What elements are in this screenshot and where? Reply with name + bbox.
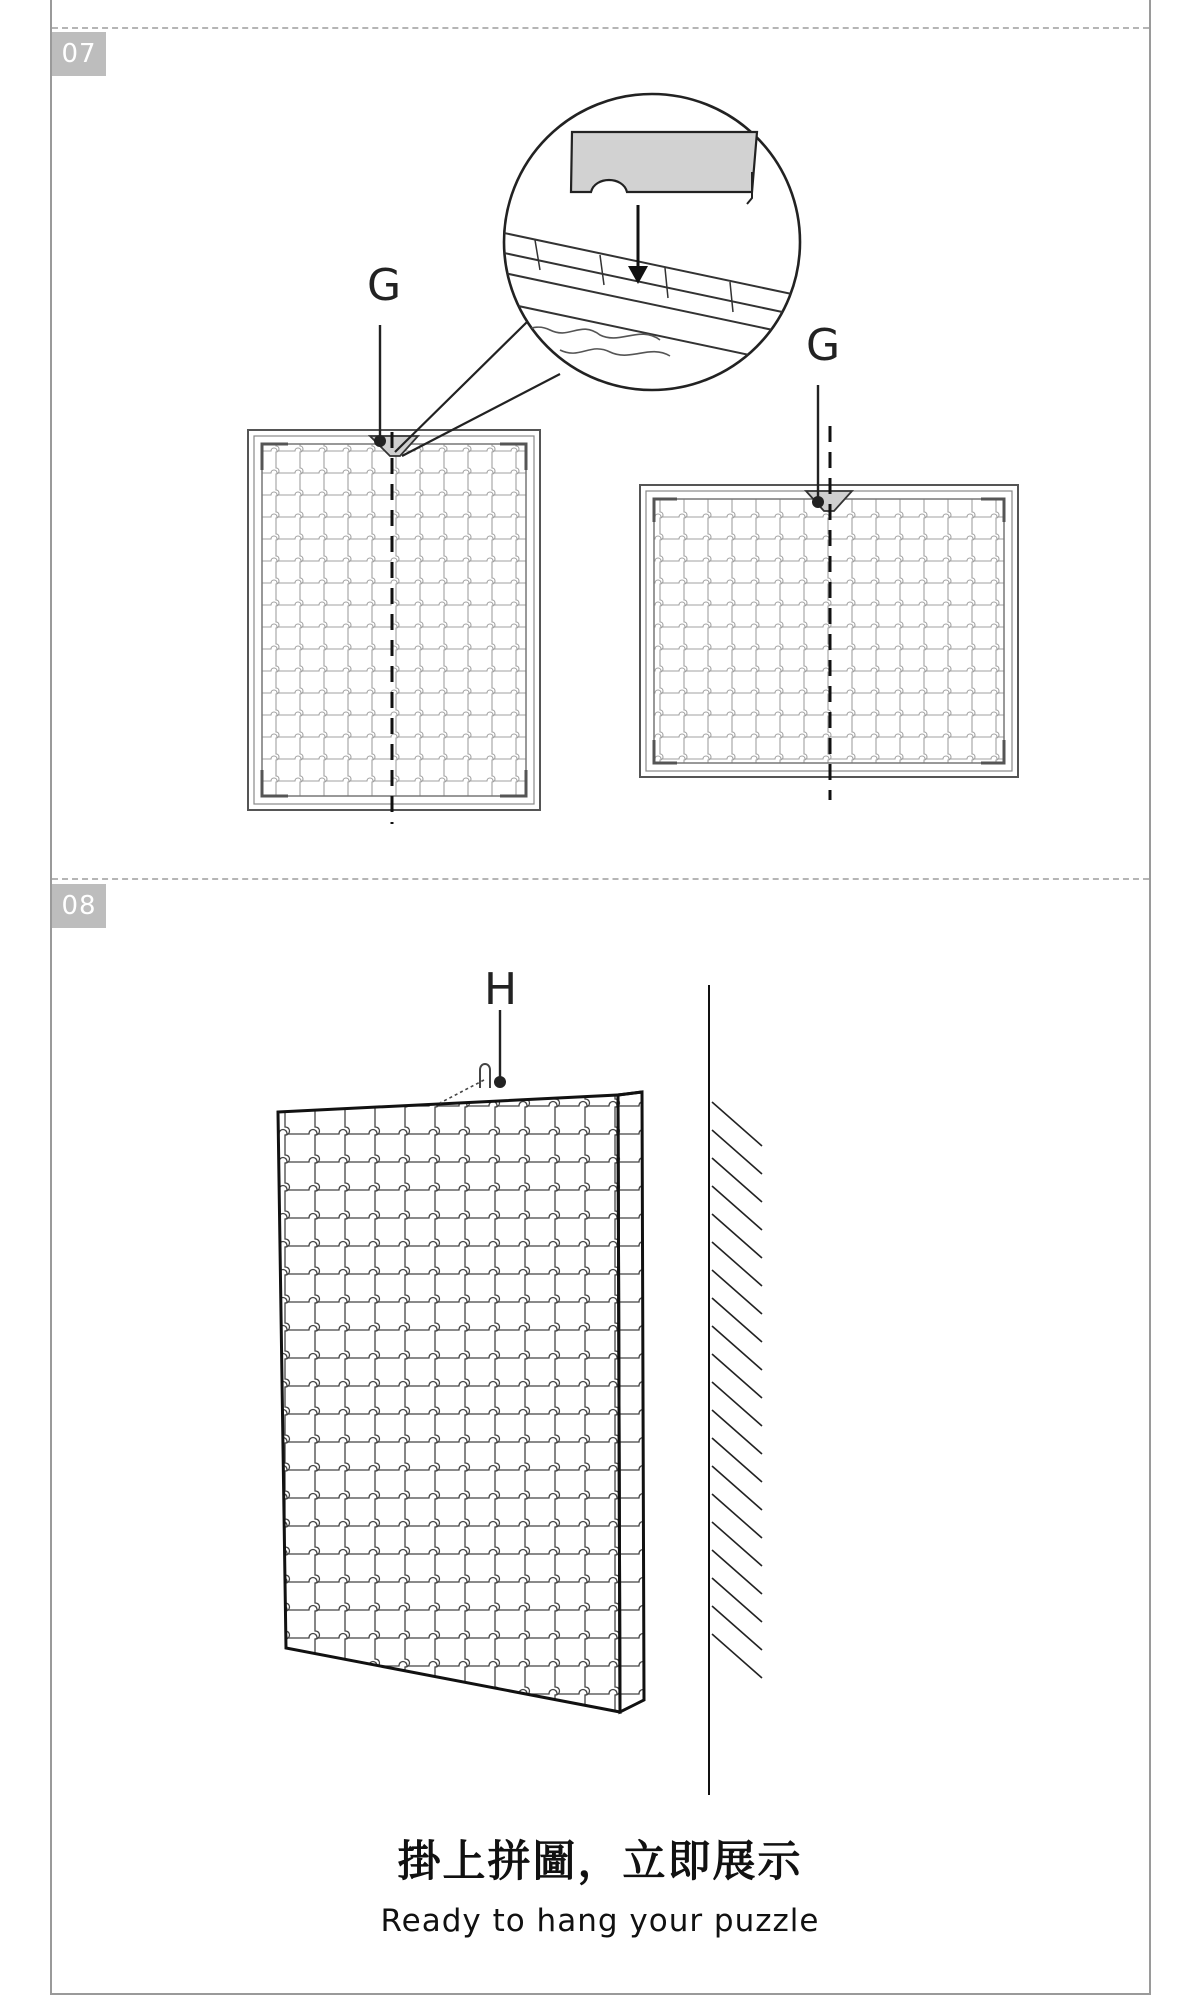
- callout-h: H: [484, 964, 518, 1015]
- wall-hatching-icon: [709, 985, 762, 1795]
- landscape-frame: [640, 426, 1018, 800]
- magnifier-icon: [395, 94, 820, 456]
- callout-g-left: G: [367, 260, 402, 311]
- caption-english: Ready to hang your puzzle: [380, 1903, 820, 1939]
- caption-chinese: 掛上拼圖，立即展示: [397, 1837, 803, 1887]
- hanging-puzzle: [278, 1092, 644, 1712]
- portrait-frame: [248, 430, 540, 824]
- callout-g-right: G: [806, 320, 841, 371]
- step-08-badge: 08: [52, 884, 106, 928]
- step-07-badge: 07: [52, 32, 106, 76]
- step-07-art: [248, 94, 1018, 824]
- step-08-art: [278, 964, 762, 1795]
- wall-hook-icon: [440, 1064, 490, 1103]
